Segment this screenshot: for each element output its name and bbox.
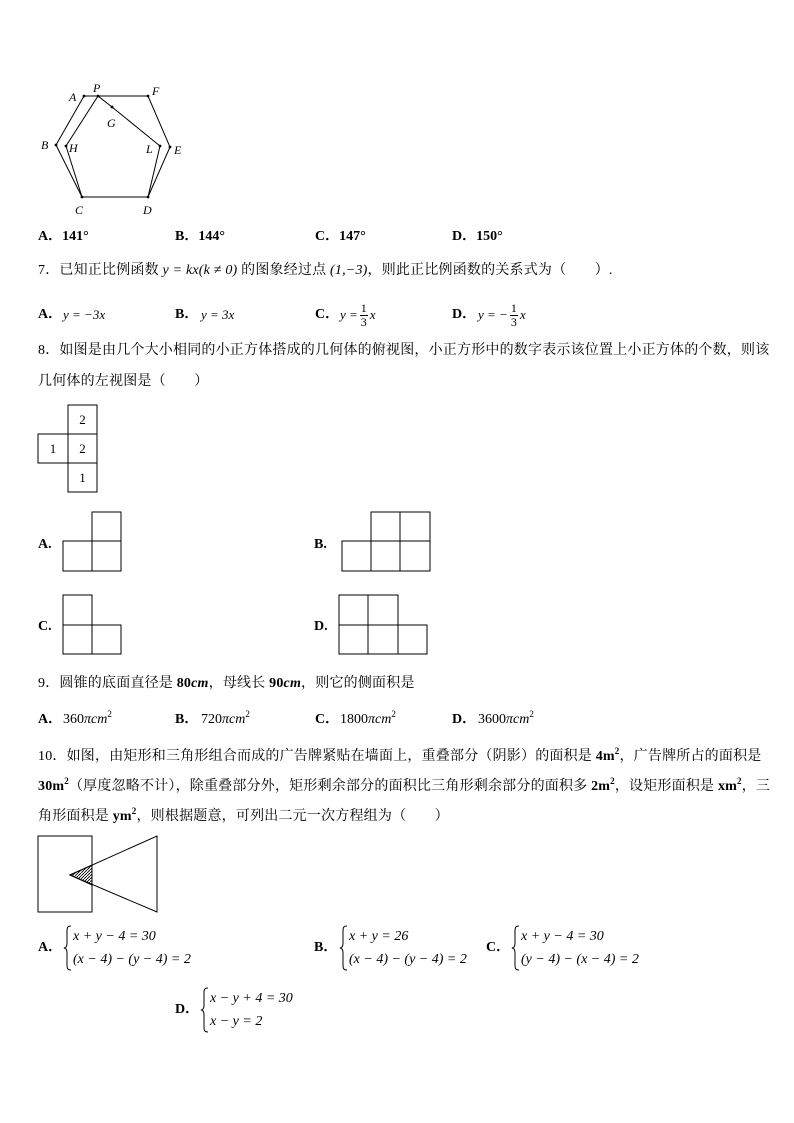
q9-stem-text: 9．圆锥的底面直径是 <box>38 676 177 691</box>
q10-text: 10．如图，由矩形和三角形组合而成的广告牌紧贴在墙面上，重叠部分（阴影）的面积是 <box>38 749 596 764</box>
q6-option-a <box>38 227 89 247</box>
q9-stem-text: ，则它的侧面积是 <box>301 676 415 691</box>
equation-line: x + y − 4 = 30 <box>521 929 604 944</box>
q7-option-d-expr <box>478 300 526 330</box>
q9-unit: cm <box>191 676 209 691</box>
q10-exponent: 2 <box>737 776 742 786</box>
q7-stem-text: 7．已知正比例函数 <box>38 263 163 278</box>
option-value: 150° <box>476 229 503 244</box>
q7-option-a-letter: A． <box>38 307 63 322</box>
q10-option-a-letter: A． <box>38 940 63 955</box>
q10-rect-variable: xm <box>717 779 738 794</box>
q10-exponent: 2 <box>131 806 137 816</box>
vertex-label-h: H <box>69 141 78 155</box>
equation-line: x − y + 4 = 30 <box>210 991 293 1006</box>
q7-option-d-letter: D． <box>452 307 477 322</box>
q9-option-a-letter: A． <box>38 712 63 727</box>
q8-option-d-view <box>338 594 429 656</box>
expr-suffix: x <box>519 307 526 322</box>
option-value: 144° <box>198 229 225 244</box>
q10-stem-line1 <box>38 747 761 767</box>
vertex-label-e: E <box>174 143 182 157</box>
vertex-label-c: C <box>75 203 84 217</box>
q6-option-d <box>452 227 503 247</box>
option-unit: πcm <box>368 712 392 727</box>
option-value: 147° <box>339 229 366 244</box>
q8-stem-line1: 8．如图是由几个大小相同的小正方体搭成的几何体的俯视图，小正方形中的数字表示该位置上小正方体的个数，则该 <box>38 343 770 358</box>
vertex-label-l: L <box>146 142 153 156</box>
vertex-label-d: D <box>143 203 152 217</box>
option-exponent: 2 <box>529 709 534 719</box>
fraction-denominator: 3 <box>360 314 367 329</box>
q10-stem-line3 <box>38 807 449 827</box>
grid-number-middle: 2 <box>79 441 86 456</box>
option-number: 3600 <box>478 712 506 727</box>
q6-option-c <box>315 227 366 247</box>
q9-option-d-letter: D． <box>452 712 477 727</box>
q10-exponent: 2 <box>614 746 620 756</box>
q10-text: （厚度忽略不计），除重叠部分外，矩形剩余部分的面积比三角形剩余部分的面积多 <box>68 779 592 794</box>
q10-option-d-letter: D． <box>175 1002 200 1017</box>
option-exponent: 2 <box>245 709 250 719</box>
vertex-label-g: G <box>107 116 116 130</box>
q10-text: ，则根据题意，可列出二元一次方程组为（ ） <box>136 809 449 824</box>
q9-unit: cm <box>283 676 302 691</box>
q7-stem-text: ，则此正比例函数的关系式为（ ）. <box>367 263 613 278</box>
q10-text: ，广告牌所占的面积是 <box>619 749 762 764</box>
left-brace-icon <box>339 925 348 971</box>
q7-option-a-expr: y = −3x <box>63 307 106 322</box>
q10-text: 角形面积是 <box>38 809 113 824</box>
equation-line: x + y = 26 <box>349 929 409 944</box>
q8-stem-line2: 几何体的左视图是（ ） <box>38 374 209 389</box>
option-unit: πcm <box>222 712 246 727</box>
q10-overlap-area: 4m <box>595 749 615 764</box>
fraction <box>360 302 368 329</box>
q10-exponent: 2 <box>64 776 69 786</box>
vertex-label-f: F <box>152 84 160 98</box>
option-letter: B． <box>175 229 199 244</box>
vertex-label-a: A <box>69 90 77 104</box>
q7-stem-text: 的图象经过点 <box>237 263 331 278</box>
option-exponent: 2 <box>107 709 112 719</box>
expr-suffix: x <box>369 307 376 322</box>
expr-prefix: y = <box>340 307 358 322</box>
q7-option-c-expr <box>340 300 376 330</box>
option-number: 360 <box>63 712 84 727</box>
pentagon-side-gl <box>112 107 160 146</box>
grid-number-top: 2 <box>79 412 86 427</box>
q10-option-b-letter: B． <box>314 940 338 955</box>
q9-option-d-value <box>478 710 534 730</box>
equation-line: (y − 4) − (x − 4) = 2 <box>521 952 639 967</box>
overlap-shaded-region <box>70 865 92 885</box>
equation-line: (x − 4) − (y − 4) = 2 <box>349 952 467 967</box>
q7-stem <box>38 261 613 281</box>
option-unit: πcm <box>506 712 530 727</box>
q7-point: (1,−3) <box>330 263 368 278</box>
equation-line: x + y − 4 = 30 <box>73 929 156 944</box>
option-value: 141° <box>62 229 89 244</box>
option-number: 1800 <box>340 712 368 727</box>
segment-pg <box>98 96 112 107</box>
q8-top-view-grid <box>37 404 99 494</box>
q9-diameter-value: 80 <box>176 676 192 691</box>
grid-number-bottom: 1 <box>79 470 86 485</box>
q10-billboard-figure <box>37 835 159 914</box>
q8-option-c-letter: C. <box>38 619 52 634</box>
left-brace-icon <box>511 925 520 971</box>
equation-line: (x − 4) − (y − 4) = 2 <box>73 952 191 967</box>
q9-stem-text: ，母线长 <box>208 676 270 691</box>
q10-text: ，设矩形面积是 <box>614 779 718 794</box>
q9-stem <box>38 674 415 694</box>
grid-number-left: 1 <box>49 441 57 456</box>
fraction-numerator: 1 <box>510 300 517 315</box>
q10-difference-area: 2m <box>591 779 611 794</box>
q8-option-c-view <box>62 594 123 656</box>
q9-option-b-value <box>201 710 250 730</box>
option-letter: C． <box>315 229 340 244</box>
option-exponent: 2 <box>391 709 396 719</box>
hexagon-pentagon-figure <box>30 78 195 220</box>
q8-option-a-view <box>62 511 123 573</box>
q7-option-c-letter: C． <box>315 307 340 322</box>
fraction-numerator: 1 <box>360 300 367 315</box>
q9-option-c-value <box>340 710 396 730</box>
q7-option-b-expr: y = 3x <box>201 307 235 322</box>
q10-stem-line2 <box>38 777 770 797</box>
fraction <box>510 302 518 329</box>
q8-option-a-letter: A. <box>38 537 52 552</box>
option-unit: πcm <box>84 712 108 727</box>
q10-option-b-system <box>349 925 509 971</box>
q10-option-c-system <box>521 925 681 971</box>
q9-slant-value: 90 <box>269 676 284 691</box>
expr-prefix: y = − <box>478 307 508 322</box>
q9-option-c-letter: C． <box>315 712 340 727</box>
q8-option-b-letter: B. <box>314 537 327 552</box>
q8-option-d-letter: D. <box>314 619 328 634</box>
q7-option-b-letter: B． <box>175 307 199 322</box>
q9-option-b-letter: B． <box>175 712 199 727</box>
left-brace-icon <box>200 987 209 1033</box>
q10-option-c-letter: C． <box>486 940 511 955</box>
q9-option-a-value <box>63 710 112 730</box>
q10-exponent: 2 <box>610 776 615 786</box>
q7-function-expr: y = kx(k ≠ 0) <box>162 263 238 278</box>
vertex-label-b: B <box>41 138 49 152</box>
vertex-label-p: P <box>93 81 101 95</box>
q10-total-area: 30m <box>38 779 65 794</box>
equation-line: x − y = 2 <box>210 1014 263 1029</box>
q8-option-b-view <box>341 511 432 573</box>
q10-option-d-system <box>210 987 370 1033</box>
q6-option-b <box>175 227 225 247</box>
q10-triangle-variable: ym <box>112 809 132 824</box>
left-brace-icon <box>63 925 72 971</box>
option-number: 720 <box>201 712 222 727</box>
q10-option-a-system <box>73 925 233 971</box>
option-letter: D． <box>452 229 477 244</box>
option-letter: A． <box>38 229 63 244</box>
fraction-denominator: 3 <box>510 314 517 329</box>
q10-text: ，三 <box>741 779 771 794</box>
